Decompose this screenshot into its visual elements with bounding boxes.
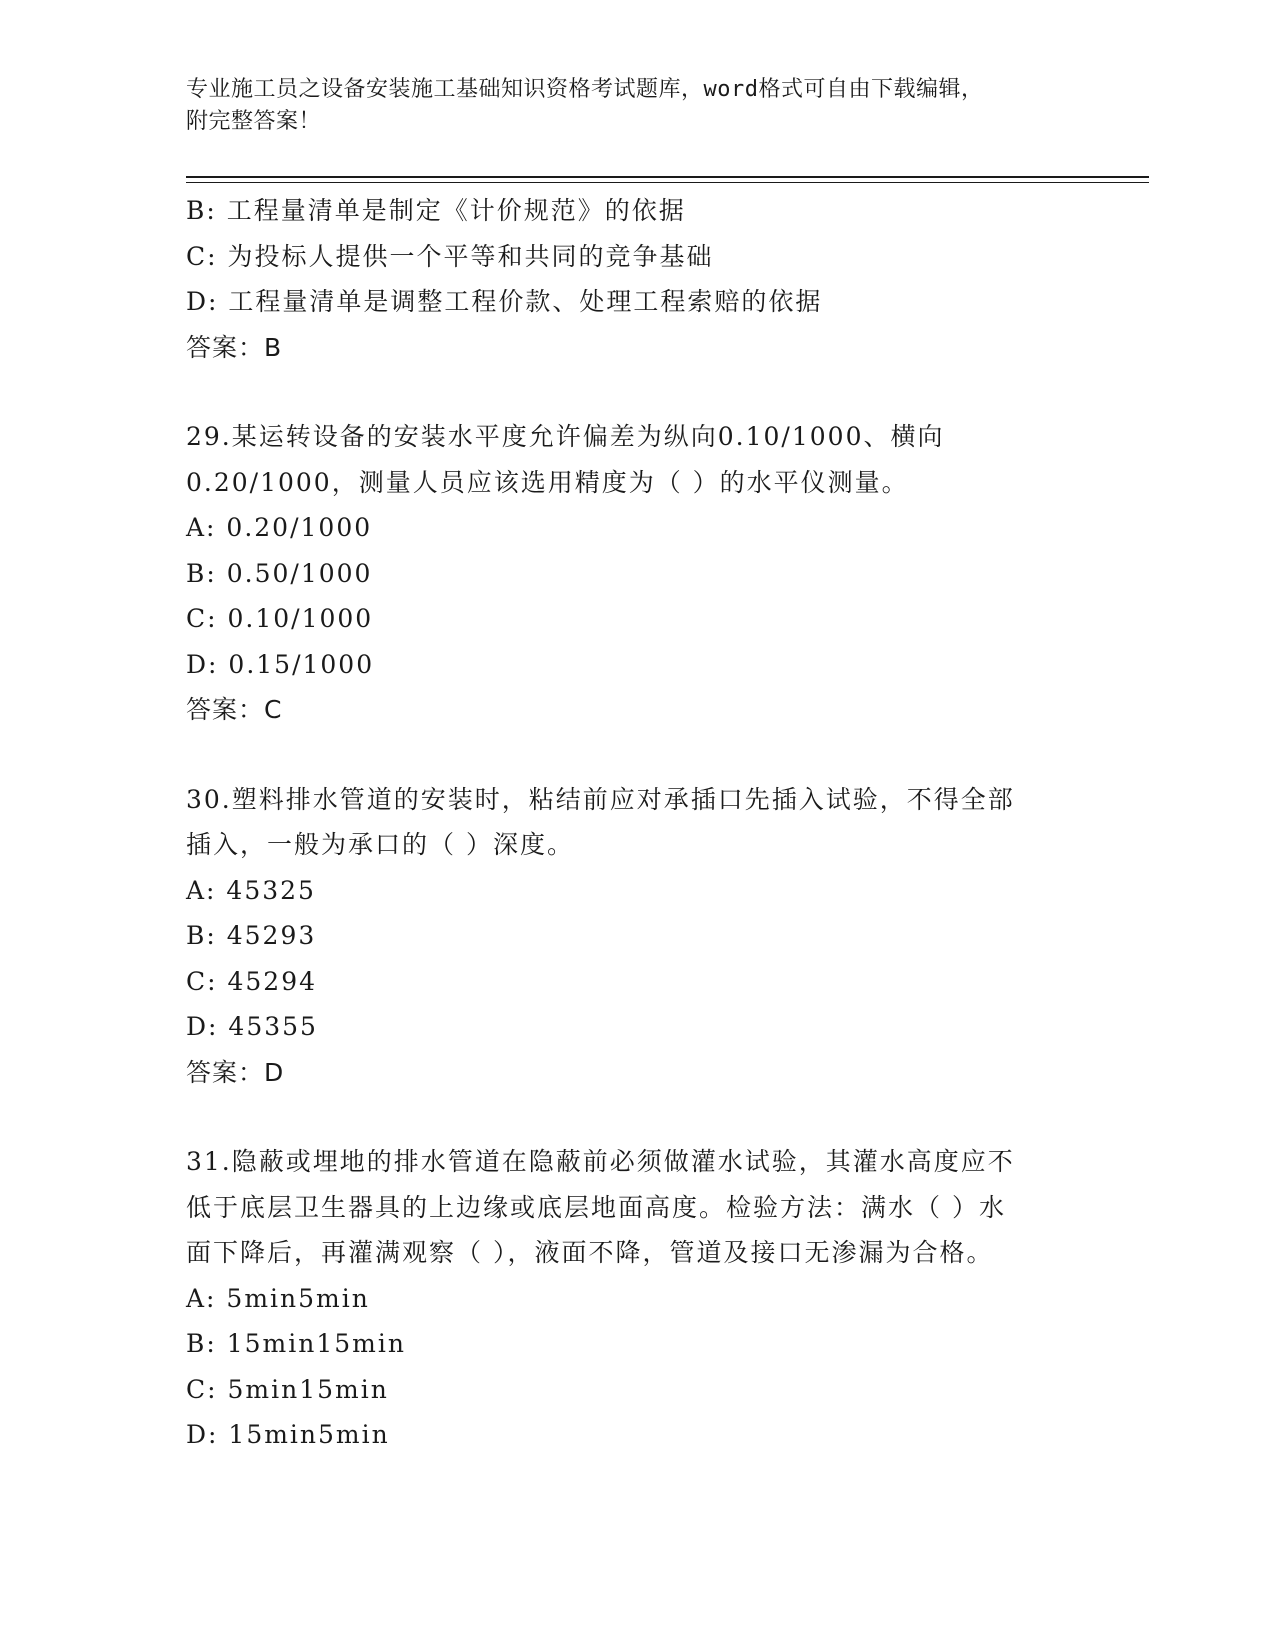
option-b: B: 0.50/1000	[186, 558, 373, 588]
question-stem: 30.塑料排水管道的安装时，粘结前应对承插口先插入试验，不得全部	[186, 784, 1015, 814]
question-stem: 面下降后，再灌满观察（ ），液面不降，管道及接口无渗漏为合格。	[186, 1238, 994, 1267]
option-b: B: 工程量清单是制定《计价规范》的依据	[186, 196, 686, 225]
header-rule-thick	[186, 176, 1149, 178]
spacer	[186, 733, 1086, 777]
option-d: D: 45355	[186, 1012, 318, 1041]
header-line-1: 专业施工员之设备安装施工基础知识资格考试题库，word格式可自由下载编辑，	[186, 77, 984, 102]
question-28-remainder	[186, 188, 1086, 370]
option-d: D: 0.15/1000	[186, 649, 375, 679]
option-b: B: 15min15min	[186, 1329, 406, 1358]
question-stem: 29.某运转设备的安装水平度允许偏差为纵向0.10/1000、横向	[186, 422, 945, 451]
question-stem: 0.20/1000，测量人员应该选用精度为（ ）的水平仪测量。	[186, 467, 909, 497]
question-stem: 低于底层卫生器具的上边缘或底层地面高度。检验方法：满水（ ）水	[186, 1192, 1006, 1222]
option-a: A: 5min5min	[186, 1283, 370, 1313]
answer-line: 答案：D	[186, 1057, 285, 1087]
option-d: D: 工程量清单是调整工程价款、处理工程索赔的依据	[186, 287, 823, 316]
question-30	[186, 777, 1086, 1096]
option-c: C: 为投标人提供一个平等和共同的竞争基础	[186, 241, 714, 271]
option-b: B: 45293	[186, 921, 317, 950]
question-31	[186, 1139, 1086, 1458]
option-a: A: 45325	[186, 875, 316, 905]
option-c: C: 5min15min	[186, 1374, 389, 1404]
header-line-2: 附完整答案！	[186, 109, 322, 134]
answer-line: 答案：C	[186, 695, 283, 724]
option-d: D: 15min5min	[186, 1420, 390, 1449]
spacer	[186, 1095, 1086, 1139]
spacer	[186, 370, 1086, 414]
option-c: C: 0.10/1000	[186, 604, 374, 633]
header-rule-thin	[186, 182, 1149, 183]
option-a: A: 0.20/1000	[186, 513, 373, 542]
document-header	[186, 74, 1066, 138]
question-29	[186, 414, 1086, 733]
option-c: C: 45294	[186, 966, 318, 996]
question-stem: 插入，一般为承口的（ ）深度。	[186, 830, 574, 859]
answer-line: 答案：B	[186, 332, 283, 362]
question-stem: 31.隐蔽或埋地的排水管道在隐蔽前必须做灌水试验，其灌水高度应不	[186, 1147, 1015, 1176]
question-content	[186, 188, 1086, 1458]
